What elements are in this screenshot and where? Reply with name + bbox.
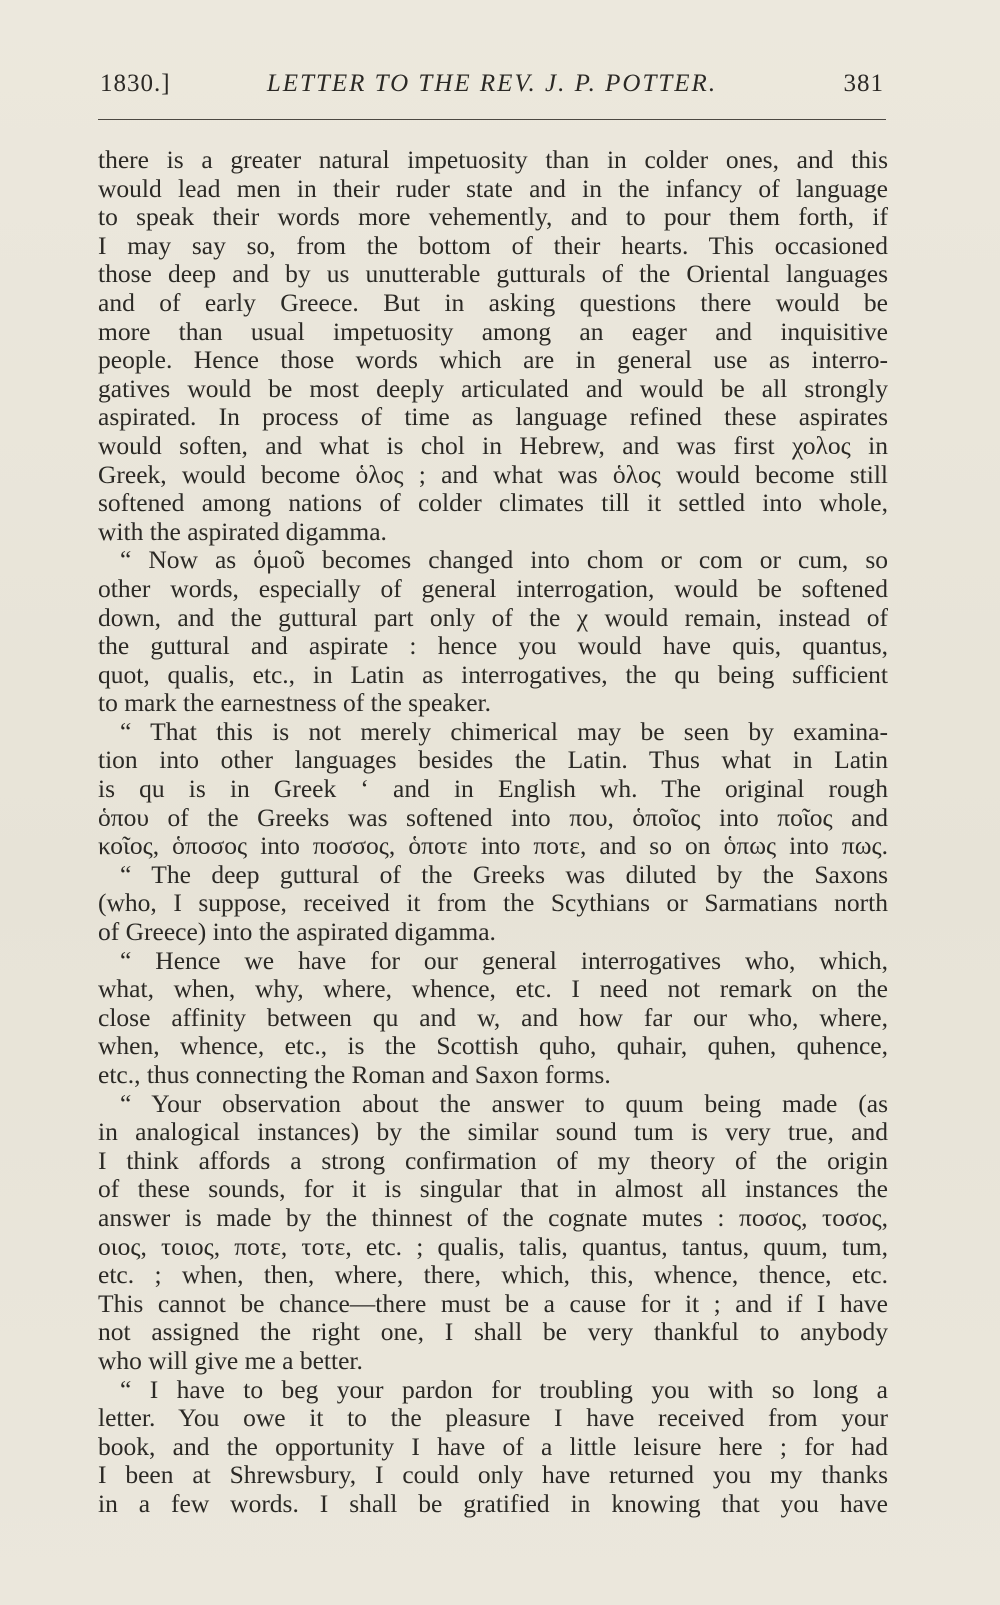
header-rule xyxy=(98,119,886,120)
text-line: Greek, would become ὁλος ; and what was ὁλος would become still xyxy=(98,459,888,489)
text-line: close affinity between qu and w, and how far our who, where, xyxy=(98,1002,888,1032)
header-year: 1830.] xyxy=(100,70,171,97)
text-line: κοῖος, ὁποσος into ποσσος, ὁποτε into ποτε, and so on ὁπως into πως. xyxy=(98,831,888,861)
text-line: who will give me a better. xyxy=(98,1345,363,1375)
text-line: not assigned the right one, I shall be very thankful to anybody xyxy=(98,1317,888,1347)
text-line: softened among nations of colder climates till it settled into whole, xyxy=(98,488,888,518)
text-line: “ Your observation about the answer to quum being made (as xyxy=(120,1088,888,1118)
page-number: 381 xyxy=(843,70,884,97)
text-line: in a few words. I shall be gratified in knowing that you have xyxy=(98,1488,888,1518)
text-line: those deep and by us unutterable gutturals of the Oriental languages xyxy=(98,259,888,289)
text-line: gatives would be most deeply articulated and would be all strongly xyxy=(98,373,888,403)
text-line: would lead men in their ruder state and in the infancy of language xyxy=(98,173,888,203)
text-line: “ That this is not merely chimerical may be seen by examina- xyxy=(120,716,888,746)
text-line: there is a greater natural impetuosity than in colder ones, and this xyxy=(98,145,888,174)
header-title: LETTER TO THE REV. J. P. POTTER. xyxy=(266,70,718,97)
text-line: I been at Shrewsbury, I could only have returned you my thanks xyxy=(98,1460,888,1490)
text-line: This cannot be chance—there must be a cause for it ; and if I have xyxy=(98,1288,888,1318)
text-line: (who, I suppose, received it from the Scythians or Sarmatians north xyxy=(98,888,888,918)
text-line: what, when, why, where, whence, etc. I need not remark on the xyxy=(98,974,888,1004)
text-line: of Greece) into the aspirated digamma. xyxy=(98,917,496,947)
text-line: letter. You owe it to the pleasure I have received from your xyxy=(98,1403,888,1433)
body-text xyxy=(98,146,888,1519)
text-line: “ Now as ὁμοῦ becomes changed into chom or com or cum, so xyxy=(120,545,888,575)
text-line: of these sounds, for it is singular that in almost all instances the xyxy=(98,1174,888,1204)
text-line: I may say so, from the bottom of their hearts. This occasioned xyxy=(98,230,888,260)
text-line: in analogical instances) by the similar sound tum is very true, and xyxy=(98,1117,888,1147)
text-line: etc. ; when, then, where, there, which, this, whence, thence, etc. xyxy=(98,1260,888,1290)
text-line: “ I have to beg your pardon for troubling you with so long a xyxy=(120,1374,888,1404)
text-line: “ The deep guttural of the Greeks was diluted by the Saxons xyxy=(120,859,888,889)
text-line: tion into other languages besides the Latin. Thus what in Latin xyxy=(98,745,888,775)
text-line: is qu is in Greek ‘ and in English wh. The original rough xyxy=(98,774,888,804)
text-line: etc., thus connecting the Roman and Saxon forms. xyxy=(98,1060,611,1089)
text-line: would soften, and what is chol in Hebrew, and was first χολος in xyxy=(98,430,888,460)
text-line: and of early Greece. But in asking questions there would be xyxy=(98,287,888,317)
text-line: to speak their words more vehemently, and to pour them forth, if xyxy=(98,202,888,232)
text-line: the guttural and aspirate : hence you would have quis, quantus, xyxy=(98,631,888,661)
text-line: other words, especially of general interrogation, would be softened xyxy=(98,573,888,603)
text-line: people. Hence those words which are in general use as interro- xyxy=(98,345,888,375)
text-line: “ Hence we have for our general interrogatives who, which, xyxy=(120,945,888,975)
text-line: more than usual impetuosity among an eager and inquisitive xyxy=(98,316,888,346)
text-line: book, and the opportunity I have of a little leisure here ; for had xyxy=(98,1431,888,1461)
text-line: answer is made by the thinnest of the cognate mutes : ποσος, τοσος, xyxy=(98,1202,888,1232)
text-line: with the aspirated digamma. xyxy=(98,516,387,546)
text-line: ὁπου of the Greeks was softened into που, ὁποῖος into ποῖος and xyxy=(98,802,888,832)
text-line: I think affords a strong confirmation of my theory of the origin xyxy=(98,1145,888,1175)
text-line: οιος, τοιος, ποτε, τοτε, etc. ; qualis, talis, quantus, tantus, quum, tum, xyxy=(98,1231,888,1261)
text-line: quot, qualis, etc., in Latin as interrogatives, the qu being sufficient xyxy=(98,659,888,689)
text-line: down, and the guttural part only of the χ would remain, instead of xyxy=(98,602,888,632)
text-line: when, whence, etc., is the Scottish quho, quhair, quhen, quhence, xyxy=(98,1031,888,1061)
text-line: to mark the earnestness of the speaker. xyxy=(98,688,491,718)
running-header xyxy=(100,64,884,104)
text-line: aspirated. In process of time as language refined these aspirates xyxy=(98,402,888,432)
